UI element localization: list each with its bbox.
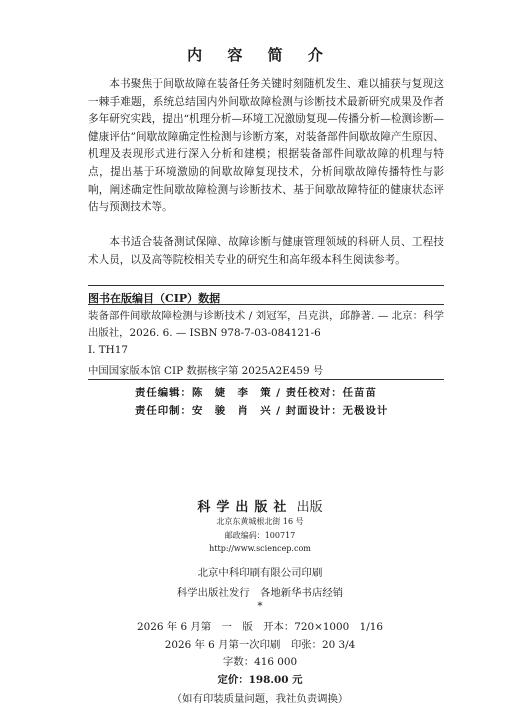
price: 定价：198.00 元 [217, 674, 303, 686]
publisher-logo [0, 496, 520, 515]
printer-line: 北京中科印刷有限公司印刷 [197, 567, 323, 579]
cip-classification: Ⅰ. TH17 [88, 344, 128, 356]
publisher-address: 北京东黄城根北街 16 号 [216, 517, 304, 526]
intro-title: 内 容 简 介 [187, 46, 333, 64]
distribution-line: 科学出版社发行 各地新华书店经销 [176, 587, 344, 599]
intro-paragraph-1: 本书聚焦于间歇故障在装备任务关键时刻随机发生、难以捕获与复现这一棘手难题，系统总结国内外间歇故障检测与诊断技术最新研究成果及作者多年研究实践，提出“机理分析—环境工况激励复现—传播分析—检测诊断—健康评估”间歇故障确定性检测与诊断方案，对装备部件间歇故障产生原因、机理及表现形式进行深入分析和建模；根据装备部件间歇故障的机理与特点，提出基于环境激励的间歇故障复现技术，分析间歇故障传播特性与影响，阐述确定性间歇故障检测与诊断技术、基于间歇故障特征的健康状态评估与预测技术等。 [88, 78, 444, 214]
cip-heading: 图书在版编目（CIP）数据 [88, 292, 221, 305]
cip-record: 装备部件间歇故障检测与诊断技术 / 刘冠军，吕克洪，邱静著. — 北京：科学出版社，2026. 6. — ISBN 978-7-03-084121-6 [88, 310, 444, 340]
word-count: 字数：416 000 [222, 656, 298, 668]
cip-heading-rule [88, 304, 444, 305]
cip-top-rule [88, 285, 444, 286]
separator-star: * [257, 600, 263, 612]
publisher-suffix: 出版 [296, 500, 323, 515]
publisher-brand: 科学出版社 [197, 500, 293, 515]
cip-bottom-rule [88, 379, 444, 380]
staff-editors: 责任编辑：陈 婕 李 策 / 责任校对：任苗苗 [135, 387, 377, 399]
intro-paragraph-2: 本书适合装备测试保障、故障诊断与健康管理领域的科研人员、工程技术人员，以及高等院校相关专业的研究生和高年级本科生阅读参考。 [88, 236, 444, 266]
staff-printing: 责任印制：安 骏 肖 兴 / 封面设计：无极设计 [135, 405, 389, 417]
cip-approval: 中国国家版本馆 CIP 数据核字第 2025A2E459 号 [88, 365, 324, 377]
quality-notice: （如有印装质量问题，我社负责调换） [171, 693, 349, 705]
printing-line: 2026 年 6 月第一次印刷 印张：20 3/4 [164, 639, 356, 651]
publisher-postcode: 邮政编码：100717 [224, 531, 296, 540]
publisher-website: http://www.sciencep.com [209, 544, 311, 553]
edition-line: 2026 年 6 月第 一 版 开本：720×1000 1/16 [137, 621, 383, 633]
